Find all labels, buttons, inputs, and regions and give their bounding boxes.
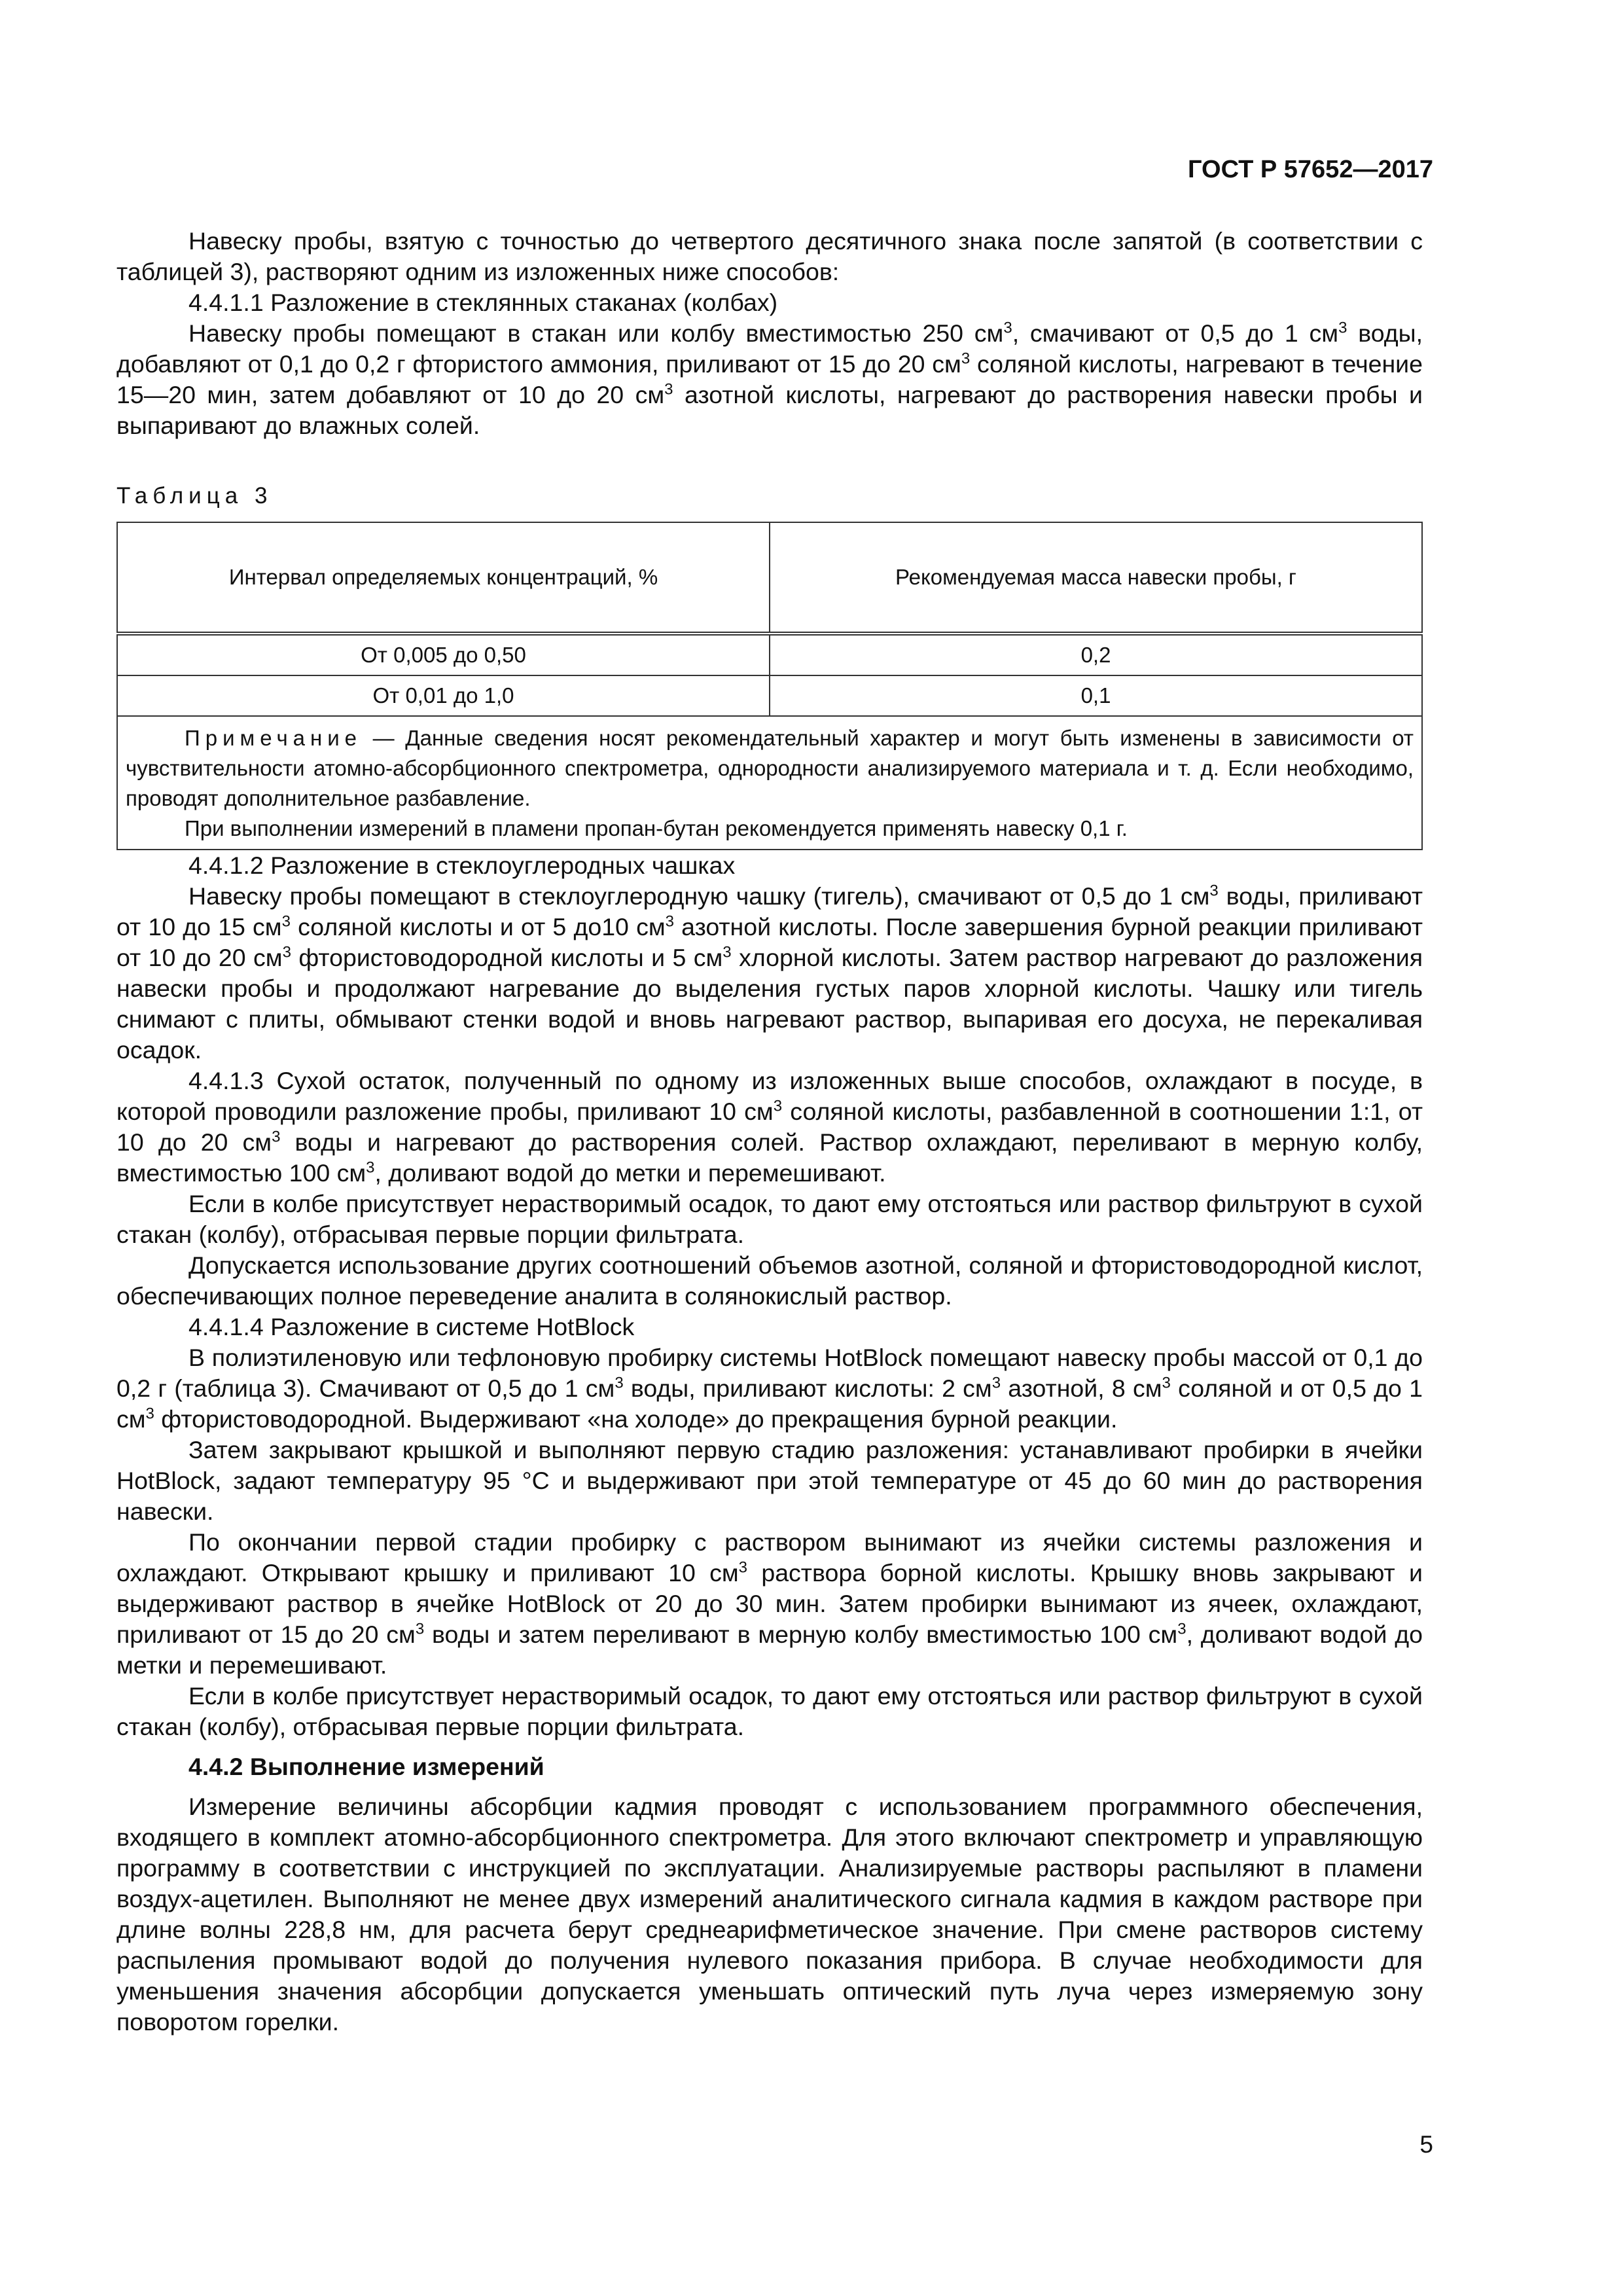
- table-cell-mass: 0,1: [770, 675, 1422, 716]
- section-4-4-1-3-paragraph-3: Допускается использование других соотношений объемов азотной, соляной и фтористоводородной кислот, обеспечивающих полное переведение аналита в солянокислый раствор.: [116, 1251, 1423, 1310]
- section-4-4-1-4-paragraph: В полиэтиленовую или тефлоновую пробирку системы HotBlock помещают навеску пробы массой от 0,1 до 0,2 г (таблица 3). Смачивают от 0,5 до 1 $см^3$ воды, приливают кислоты: 2 $см^3$ азотной, 8 $см^3$ соляной и от 0,5 до 1 $см^3$ фтористоводородной. Выдерживают «на холоде» до прекращения бурной реакции.: [116, 1344, 1423, 1433]
- section-4-4-2-paragraph: Измерение величины абсорбции кадмия проводят с использованием программного обеспечения, входящего в комплект атомно-абсорбционного спектрометра. Для этого включают спектрометр и управляющую программу в соответствии с инструкцией по эксплуатации. Анализируемые растворы распыляют в пламени воздух-ацетилен. Выполняют не менее двух измерений аналитического сигнала кадмия в каждом растворе при длине волны 228,8 нм, для расчета берут среднеарифметическое значение. При смене растворов систему распыления промывают водой до получения нулевого показания прибора. В случае необходимости для уменьшения значения абсорбции допускается уменьшать оптический путь луча через измеряемую зону поворотом горелки.: [116, 1793, 1423, 2036]
- table-3: [116, 522, 1423, 850]
- intro-paragraph: Навеску пробы, взятую с точностью до четвертого десятичного знака после запятой (в соответствии с таблицей 3), растворяют одним из изложенных ниже способов:: [116, 227, 1423, 285]
- section-4-4-1-4-paragraph-4: Если в колбе присутствует нерастворимый осадок, то дают ему отстояться или раствор фильтруют в сухой стакан (колбу), отбрасывая первые порции фильтрата.: [116, 1682, 1423, 1740]
- section-4-4-1-3-paragraph-2: Если в колбе присутствует нерастворимый осадок, то дают ему отстояться или раствор фильтруют в сухой стакан (колбу), отбрасывая первые порции фильтрата.: [116, 1190, 1423, 1248]
- section-4-4-1-1-heading: 4.4.1.1 Разложение в стеклянных стаканах (колбах): [188, 289, 778, 316]
- note-text: — Данные сведения носят рекомендательный характер и могут быть изменены в зависимости от чувствительности атомно-абсорбционного спектрометра, однородности анализируемого материала и т. д. Если необходимо, проводят дополнительное разбавление.: [126, 726, 1414, 810]
- table-row: [117, 634, 1422, 675]
- table-note: [117, 716, 1422, 850]
- table-header-concentration: Интервал определяемых концентраций, %: [117, 522, 770, 634]
- section-4-4-1-2-paragraph: Навеску пробы помещают в стеклоуглеродную чашку (тигель), смачивают от 0,5 до 1 $см^3$ воды, приливают от 10 до 15 $см^3$ соляной кислоты и от 5 до10 $см^3$ азотной кислоты. После завершения бурной реакции приливают от 10 до 20 $см^3$ фтористоводородной кислоты и 5 $см^3$ хлорной кислоты. Затем раствор нагревают до разложения навески пробы и продолжают нагревание до выделения густых паров хлорной кислоты. Чашку или тигель снимают с плиты, обмывают стенки водой и вновь нагревают раствор, выпаривая его досуха, не перекаливая осадок.: [116, 882, 1423, 1064]
- section-4-4-1-2-heading: 4.4.1.2 Разложение в стеклоуглеродных чашках: [188, 852, 736, 879]
- section-4-4-1-4-paragraph-2: Затем закрывают крышкой и выполняют первую стадию разложения: устанавливают пробирки в ячейки HotBlock, задают температуру 95 °С и выдерживают при этой температуре от 45 до 60 мин до растворения навески.: [116, 1436, 1423, 1525]
- section-4-4-1-4-heading: 4.4.1.4 Разложение в системе HotBlock: [188, 1313, 635, 1340]
- table-cell-range: От 0,005 до 0,50: [117, 634, 770, 675]
- table-note-row: [117, 716, 1422, 850]
- section-4-4-1-4-paragraph-3: По окончании первой стадии пробирку с раствором вынимают из ячейки системы разложения и охлаждают. Открывают крышку и приливают 10 $см^3$ раствора борной кислоты. Крышку вновь закрывают и выдерживают раствор в ячейке HotBlock от 20 до 30 мин. Затем пробирки вынимают из ячеек, охлаждают, приливают от 15 до 20 $см^3$ воды и затем переливают в мерную колбу вместимостью 100 $см^3$, доливают водой до метки и перемешивают.: [116, 1528, 1423, 1679]
- page-content: [116, 226, 1423, 2037]
- section-4-4-1-3-paragraph: 4.4.1.3 Сухой остаток, полученный по одному из изложенных выше способов, охлаждают в посуде, в которой проводили разложение пробы, приливают 10 $см^3$ соляной кислоты, разбавленной в соотношении 1:1, от 10 до 20 $см^3$ воды и нагревают до растворения солей. Раствор охлаждают, переливают в мерную колбу, вместимостью 100 $см^3$, доливают водой до метки и перемешивают.: [116, 1067, 1423, 1187]
- table-header-mass: Рекомендуемая масса навески пробы, г: [770, 522, 1422, 634]
- note-text-2: При выполнении измерений в пламени пропан-бутан рекомендуется применять навеску 0,1 г.: [185, 816, 1128, 840]
- table-caption: Таблица 3: [116, 483, 273, 509]
- document-code: ГОСТ Р 57652—2017: [1188, 156, 1433, 183]
- page-number: 5: [1419, 2131, 1433, 2158]
- section-4-4-1-1-paragraph: Навеску пробы помещают в стакан или колбу вместимостью 250 $см^3$, смачивают от 0,5 до 1 $см^3$ воды, добавляют от 0,1 до 0,2 г фтористого аммония, приливают от 15 до 20 $см^3$ соляной кислоты, нагревают в течение 15—20 мин, затем добавляют от 10 до 20 $см^3$ азотной кислоты, нагревают до растворения навески пробы и выпаривают до влажных солей.: [116, 319, 1423, 439]
- table-cell-mass: 0,2: [770, 634, 1422, 675]
- table-row: [117, 675, 1422, 716]
- note-label: Примечание: [185, 726, 363, 750]
- table-cell-range: От 0,01 до 1,0: [117, 675, 770, 716]
- section-4-4-2-heading: 4.4.2 Выполнение измерений: [188, 1753, 544, 1780]
